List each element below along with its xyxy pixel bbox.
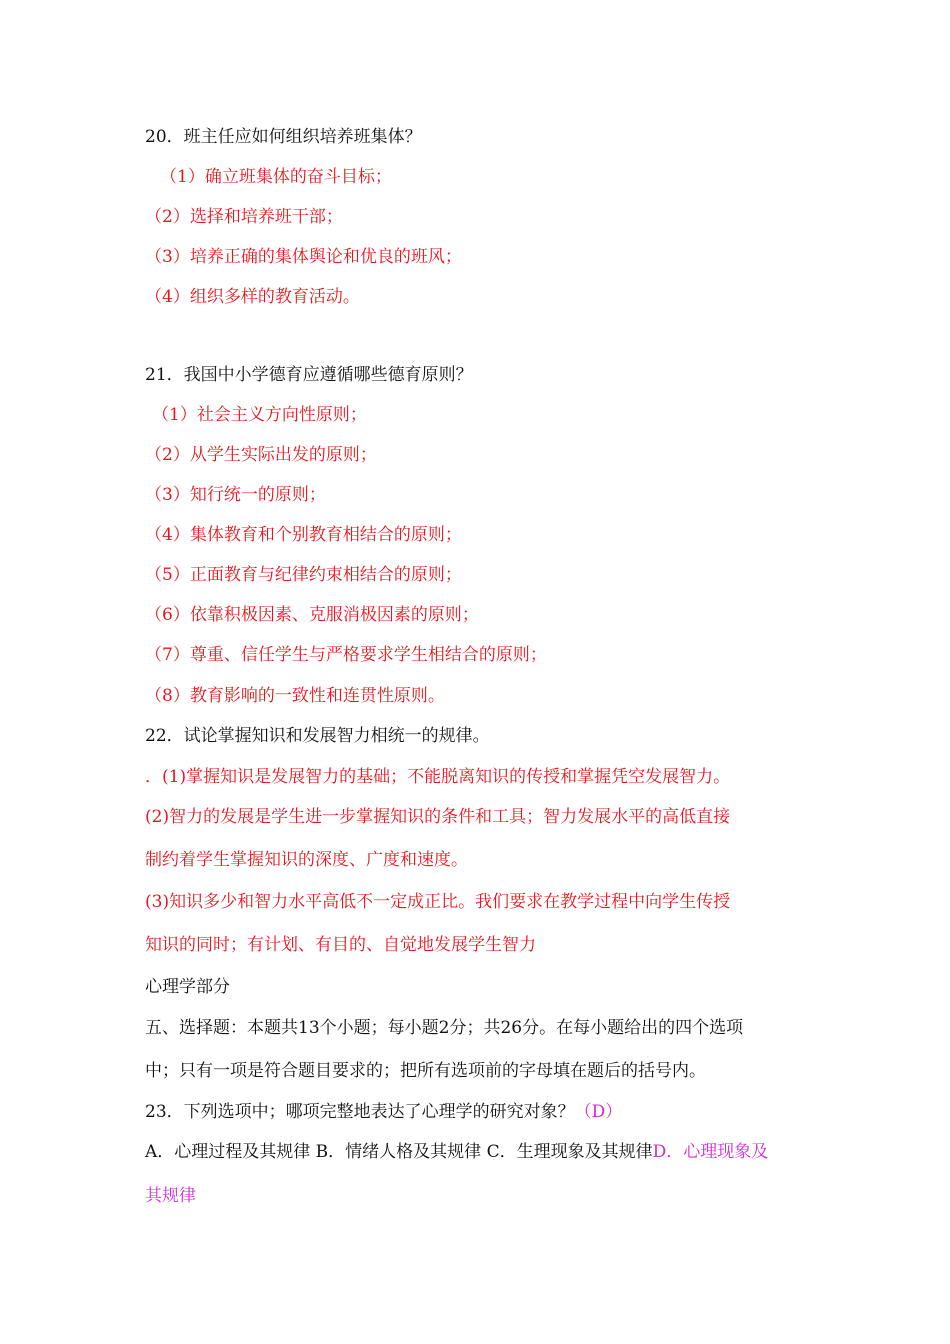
q22-answer-line-5: 知识的同时；有计划、有目的、自觉地发展学生智力 bbox=[145, 935, 536, 955]
q22-answer-line-1: ．(1)掌握知识是发展智力的基础；不能脱离知识的传授和掌握凭空发展智力。 bbox=[145, 767, 731, 787]
q21-answer-5: （5）正面教育与纪律约束相结合的原则； bbox=[145, 565, 462, 585]
section-instructions-line-1: 五、选择题：本题共13个小题；每小题2分；共26分。在每小题给出的四个选项 bbox=[145, 1018, 744, 1038]
q21-answer-4: （4）集体教育和个别教育相结合的原则； bbox=[145, 525, 462, 545]
q21-answer-3: （3）知行统一的原则； bbox=[145, 485, 326, 505]
q21-answer-1: （1）社会主义方向性原则； bbox=[152, 405, 367, 425]
question-20: 20．班主任应如何组织培养班集体？ bbox=[145, 127, 422, 147]
question-23-option-d-continued: 其规律 bbox=[145, 1186, 196, 1206]
q22-answer-line-4: (3)知识多少和智力水平高低不一定成正比。我们要求在教学过程中向学生传授 bbox=[145, 892, 731, 912]
q21-answer-7: （7）尊重、信任学生与严格要求学生相结合的原则； bbox=[145, 645, 547, 665]
question-23 bbox=[145, 1101, 622, 1123]
q22-answer-line-2: (2)智力的发展是学生进一步掌握知识的条件和工具；智力发展水平的高低直接 bbox=[145, 807, 731, 827]
question-23-options-abc: A．心理过程及其规律 B．情绪人格及其规律 C．生理现象及其规律 bbox=[145, 1142, 653, 1162]
question-22: 22．试论掌握知识和发展智力相统一的规律。 bbox=[145, 726, 490, 746]
q20-answer-2: （2）选择和培养班干部； bbox=[145, 207, 343, 227]
q20-answer-3: （3）培养正确的集体舆论和优良的班风； bbox=[145, 247, 462, 267]
q20-answer-1: （1）确立班集体的奋斗目标； bbox=[160, 167, 392, 187]
question-23-answer-mark: （D） bbox=[574, 1102, 623, 1122]
q22-answer-line-3: 制约着学生掌握知识的深度、广度和速度。 bbox=[145, 850, 468, 870]
section-instructions-line-2: 中；只有一项是符合题目要求的；把所有选项前的字母填在题后的括号内。 bbox=[145, 1061, 706, 1081]
question-23-options bbox=[145, 1141, 768, 1163]
question-23-option-d: D．心理现象及 bbox=[652, 1142, 769, 1162]
section-title: 心理学部分 bbox=[145, 977, 230, 997]
q20-answer-4: （4）组织多样的教育活动。 bbox=[145, 287, 360, 307]
q21-answer-2: （2）从学生实际出发的原则； bbox=[145, 445, 377, 465]
q21-answer-6: （6）依靠积极因素、克服消极因素的原则； bbox=[145, 605, 479, 625]
question-21: 21．我国中小学德育应遵循哪些德育原则？ bbox=[145, 365, 473, 385]
q21-answer-8: （8）教育影响的一致性和连贯性原则。 bbox=[145, 686, 445, 706]
question-23-text: 23．下列选项中；哪项完整地表达了心理学的研究对象？ bbox=[145, 1102, 575, 1122]
